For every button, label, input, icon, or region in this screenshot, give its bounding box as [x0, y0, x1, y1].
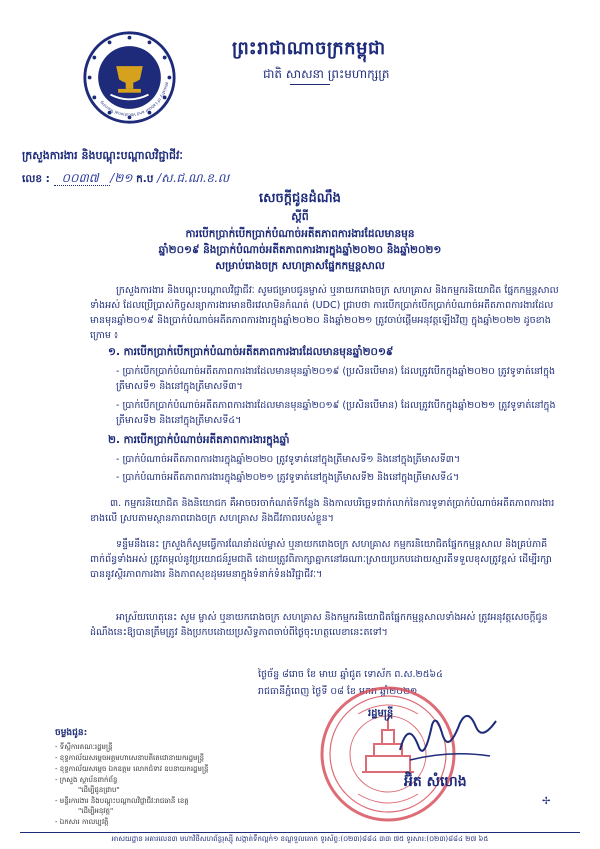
ref-label: លេខ :	[22, 173, 50, 185]
date-lunar: ថ្ងៃច័ន្ទ ៨រោច ខែ មាឃ ឆ្នាំជូត ទោស័ក ព.ស.២៥៦៤	[258, 669, 443, 680]
subject-line-1: ការបើកប្រាក់បើកប្រាក់បំណាច់អតីតភាពការងារដែលមានមុន	[185, 228, 415, 240]
ministry-logo	[82, 30, 177, 125]
subject-line-3: សម្រាប់រោងចក្រ សហគ្រាសផ្នែកកម្មន្តសាល	[215, 260, 385, 272]
date-solar: រាជធានីភ្នំពេញ ថ្ងៃទី ០៨ ខែ មករា ឆ្នាំ២០២១	[258, 686, 418, 697]
regarding-label: ស្តីពី	[291, 210, 309, 223]
cc-item: "ដើម្បីអនុវត្ត"	[78, 807, 114, 815]
paragraph-5: អាស្រ័យហេតុនេះ សូម ម្ចាស់ ឬនាយករោងចក្រ សហគ្រាស និងកម្មករនិយោជិតផ្នែកកម្មន្តសាលទាំងអស់ ត្រូវអនុវត្តសេចក្តីជូនដំណឹងនេះឱ្យបានត្រឹមត្រូវ និងប្រកបដោយប្រសិទ្ធភាពចាប់ពីថ្ងៃចុះហត្ថលេខានេះតទៅ។	[90, 612, 548, 638]
minister-title: រដ្ឋមន្ត្រី	[368, 708, 394, 719]
section2-bullet: - ប្រាក់បំណាច់អតីតភាពការងារក្នុងឆ្នាំ២០២០ ត្រូវទូទាត់នៅក្នុងត្រីមាសទី១ និងនៅក្នុងត្រីមាសទី៣។	[116, 454, 461, 465]
ref-number: ០០៣៧	[61, 171, 99, 185]
section2-heading: ២. ការបើកប្រាក់បំណាច់អតីតភាពការងារក្នុងឆ្នាំ	[108, 434, 290, 446]
ornament-mark: ✢	[542, 796, 551, 807]
cc-item: - ខុទ្ទកាល័យសម្ដេចអគ្គមហាសេនាបតីតេជោនាយករដ្ឋមន្ត្រី	[55, 754, 205, 762]
footer-address: អាសយដ្ឋាន អគារលេខ៣ មហាវិថីសហព័ន្ធរុស្ស៊ី សង្កាត់ទឹកល្អក់១ ខណ្ឌទួលគោក ទូរស័ព្ទ:(០២៣)៨៨៤ ៣៣ ៧៥ ទូរសារ:(០២៣)៨៨៤ ២៧ ៦៥	[111, 835, 489, 843]
cc-title: ចម្លងជូន:	[55, 728, 88, 738]
logo-ring-text: Ministry of Labour and Vocational Training	[98, 81, 170, 118]
motto-ornament	[290, 84, 330, 87]
footer-divider	[20, 832, 580, 833]
document-type: សេចក្តីជូនដំណឹង	[259, 191, 341, 206]
paragraph-4: ទន្ទឹមនឹងនេះ ក្រសួងក៏សូមធ្វើការណែនាំដល់ម្ចាស់ ឬនាយករោងចក្រ សហគ្រាស កម្មករនិយោជិតផ្នែកកម្មន្តសាល និងគ្រប់ភាគីពាក់ព័ន្ធទាំងអស់ ត្រូវតម្កល់នូវប្រយោជន៍រួមជាតិ ដោយត្រូវពិភាក្សាគ្នាកនៅឆណាៈស្រាយប្រកបដោយស្មារតីទទួលខុសត្រូវខ្ពស់ ដើម្បីរក្សាបាននូវស្ថិរភាពការងារ និងភាពសុខដុមរមនាក្នុងទំនាក់ទំនងវិជ្ជាជីវៈ។	[90, 539, 552, 580]
intro-paragraph: ក្រសួងការងារ និងបណ្តុះបណ្តាលវិជ្ជាជីវៈ សូមជម្រាបជូនម្ចាស់ ឬនាយករោងចក្រ សហគ្រាស និងកម្មករនិយោជិត ផ្នែកកម្មន្តសាលទាំងអស់ ដែលប្រើប្រាស់កិច្ចសន្យាការងារមានថិរវេលាមិនកំណត់ (UDC) ជ្រាបថា ការបើកប្រាក់បើកប្រាក់បំណាច់អតីតភាពការងារដែលមានមុនឆ្នាំ២០១៩ និងប្រាក់បំណាច់អតីតភាពការងារក្នុងឆ្នាំ២០២០ និងឆ្នាំ២០២១ ត្រូវចាប់ផ្តើមអនុវត្តឡើងវិញ ក្នុងឆ្នាំ២០២២ ដូចខាងក្រោម ៖	[90, 285, 559, 341]
cc-item: - ខុទ្ទកាល័យសម្ដេច ឯកឧត្តម លោកជំទាវ ឧបនាយករដ្ឋមន្ត្រី	[55, 765, 209, 773]
cc-item: "ដើម្បីជូនជ្រាប"	[78, 786, 120, 794]
ref-code: /ស.ជ.ណ.ខ.ល	[157, 171, 230, 185]
subject-line-2: ឆ្នាំ២០១៩ និងប្រាក់បំណាច់អតីតភាពការងារក្នុងឆ្នាំ២០២០ និងឆ្នាំ២០២១	[158, 244, 442, 256]
minister-signature	[380, 690, 520, 780]
section1-bullet: - ប្រាក់បើកប្រាក់បំណាច់អតីតភាពការងារដែលមានមុនឆ្នាំ២០១៩ (ប្រសិនបើមាន) ដែលត្រូវបើកក្នុងឆ្នាំ២០២១ ត្រូវទូទាត់នៅក្នុងត្រីមាសទី២ និងនៅក្នុងត្រីមាសទី៤។	[116, 400, 556, 426]
section1-bullet: - ប្រាក់បើកប្រាក់បំណាច់អតីតភាពការងារដែលមានមុនឆ្នាំ២០១៩ (ប្រសិនបើមាន) ដែលត្រូវបើកក្នុងឆ្នាំ២០២០ ត្រូវទូទាត់នៅក្នុងត្រីមាសទី១ និងនៅក្នុងត្រីមាសទី៣។	[116, 366, 556, 392]
signer-name: អ៊ិត សំហេង	[404, 774, 467, 790]
section1-heading: ១. ការបើកប្រាក់បើកប្រាក់បំណាច់អតីតភាពការងារដែលមានមុនឆ្នាំ២០១៩	[108, 346, 394, 358]
cc-item: - ក្រសួង ស្ថាប័នពាក់ព័ន្ធ	[55, 776, 118, 784]
national-motto: ជាតិ សាសនា ព្រះមហាក្សត្រ	[263, 67, 390, 81]
kingdom-title: ព្រះរាជាណាចក្រកម្ពុជា	[232, 38, 386, 59]
ref-sep: /២១	[110, 171, 133, 185]
reference-line	[22, 170, 229, 188]
cc-item: - ទីស្តីការគណៈរដ្ឋមន្ត្រី	[55, 743, 113, 751]
ministry-name: ក្រសួងការងារ និងបណ្តុះបណ្តាលវិជ្ជាជីវៈ	[22, 149, 183, 162]
cc-item: - ឯកសារ កាលប្បវត្តិ	[55, 818, 109, 826]
ref-suffix: ក.ប	[136, 173, 154, 185]
paragraph-3: ៣. កម្មករនិយោជិត និងនិយោជក គឺអាចចរចាកំណត់ទីកន្លែង និងកាលបរិច្ឆេទជាក់លាក់នៃការទូទាត់ប្រាក់បំណាច់អតីតភាពការងារខាងលើ ស្របតាមស្ថានភាពរោងចក្រ សហគ្រាស និងជីវភាពរបស់ខ្លួន។	[90, 498, 555, 524]
cc-item: - មន្ទីរការងារ និងបណ្តុះបណ្តាលវិជ្ជាជីវៈរាជធានី ខេត្ត	[55, 797, 189, 805]
section2-bullet: - ប្រាក់បំណាច់អតីតភាពការងារក្នុងឆ្នាំ២០២១ ត្រូវទូទាត់នៅក្នុងត្រីមាសទី២ និងនៅក្នុងត្រីមាសទី៤។	[116, 472, 460, 483]
